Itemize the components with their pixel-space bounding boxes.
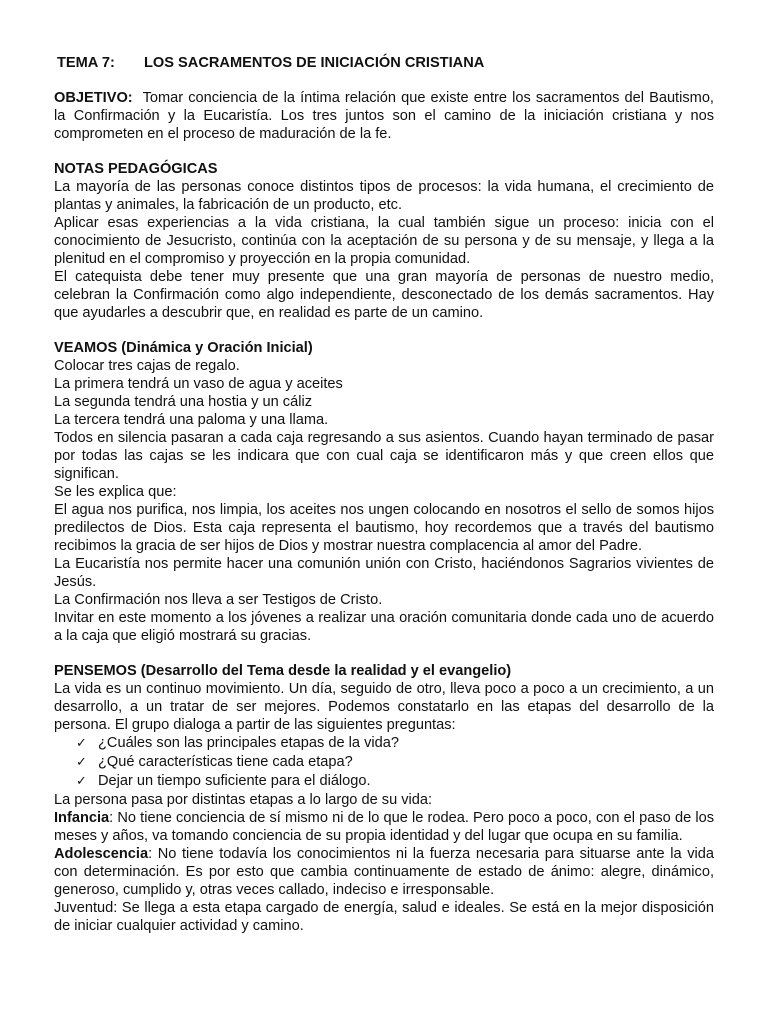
checklist-item-text: ¿Cuáles son las principales etapas de la vida? — [98, 735, 399, 751]
check-icon: ✓ — [76, 774, 87, 789]
veamos-line: Invitar en este momento a los jóvenes a realizar una oración comunitaria donde cada uno de acuerdo a la caja que eligió mostrará su gracias. — [54, 610, 714, 644]
notas-paragraph: El catequista debe tener muy presente que una gran mayoría de personas de nuestro medio, celebran la Confirmación como algo independiente, desconectado de los demás sacramentos. Hay que ayudarles a descubrir que, en realidad es parte de un camino. — [54, 269, 714, 321]
checklist-item-text: Dejar un tiempo suficiente para el diálogo. — [98, 773, 371, 789]
objetivo-text: Tomar conciencia de la íntima relación que existe entre los sacramentos del Bautismo, la Confirmación y la Eucaristía. Los tres juntos son el camino de la iniciación cristiana y nos comprometen en el proceso de maduración de la fe. — [54, 90, 714, 142]
veamos-line: El agua nos purifica, nos limpia, los aceites nos ungen colocando en nosotros el sello de somos hijos predilectos de Dios. Esta caja representa el bautismo, hoy recordemos que a través del bautismo recibimos la gracia de ser hijos de Dios y mostrar nuestra complacencia al amor del Padre. — [54, 502, 714, 554]
juventud-paragraph: Juventud: Se llega a esta etapa cargado de energía, salud e ideales. Se está en la mejor disposición de iniciar cualquier actividad y camino. — [54, 900, 714, 934]
tema-title: LOS SACRAMENTOS DE INICIACIÓN CRISTIANA — [144, 55, 485, 71]
objetivo-label: OBJETIVO: — [54, 90, 133, 106]
veamos-line: Todos en silencia pasaran a cada caja regresando a sus asientos. Cuando hayan terminado de pasar por todas las cajas se les indicara que con cual caja se identificaron más y que creen ellos que significan. — [54, 430, 714, 482]
infancia-label: Infancia — [54, 810, 110, 826]
notas-paragraph: La mayoría de las personas conoce distintos tipos de procesos: la vida humana, el crecimiento de plantas y animales, la fabricación de un producto, etc. — [54, 179, 714, 213]
objetivo-paragraph — [54, 89, 714, 143]
veamos-line: Se les explica que: — [54, 484, 177, 500]
notas-paragraph: Aplicar esas experiencias a la vida cristiana, la cual también sigue un proceso: inicia con el conocimiento de Jesucristo, continúa con la aceptación de su persona y de su mensaje, y llega a la plenitud en el compromiso y proyección en la propia comunidad. — [54, 215, 714, 267]
veamos-line: La Eucaristía nos permite hacer una comunión unión con Cristo, haciéndonos Sagrarios vivientes de Jesús. — [54, 556, 714, 590]
notas-heading: NOTAS PEDAGÓGICAS — [54, 161, 218, 177]
checklist-item-text: ¿Qué características tiene cada etapa? — [98, 754, 353, 770]
check-icon: ✓ — [76, 736, 87, 751]
adolescencia-paragraph — [54, 845, 714, 899]
tema-number: TEMA 7: — [57, 55, 115, 71]
veamos-line: La tercera tendrá una paloma y una llama. — [54, 412, 329, 428]
checklist-item — [76, 772, 714, 791]
adolescencia-text: : No tiene todavía los conocimientos ni la fuerza necesaria para situarse ante la vida con determinación. Es por esto que cambia continuamente de estado de ánimo: alegre, dinámico, generoso, cumplido y, otras veces callado, indeciso e irresponsable. — [54, 846, 714, 898]
question-checklist — [54, 734, 714, 791]
pensemos-heading: PENSEMOS (Desarrollo del Tema desde la realidad y el evangelio) — [54, 663, 512, 679]
veamos-heading: VEAMOS (Dinámica y Oración Inicial) — [54, 340, 313, 356]
veamos-line: Colocar tres cajas de regalo. — [54, 358, 240, 374]
pensemos-intro: La vida es un continuo movimiento. Un día, seguido de otro, lleva poco a poco a un crecimiento, a un desarrollo, a un tratar de ser mejores. Podemos constatarlo en las etapas del desarrollo de la persona. El grupo dialoga a partir de las siguientes preguntas: — [54, 681, 714, 733]
document-title — [57, 54, 714, 72]
veamos-line: La primera tendrá un vaso de agua y aceites — [54, 376, 343, 392]
checklist-item — [76, 734, 714, 753]
veamos-line: La Confirmación nos lleva a ser Testigos de Cristo. — [54, 592, 383, 608]
adolescencia-label: Adolescencia — [54, 846, 149, 862]
checklist-item — [76, 753, 714, 772]
infancia-text: : No tiene conciencia de sí mismo ni de lo que le rodea. Pero poco a poco, con el paso de los meses y años, va tomando conciencia de su propia identidad y del lugar que ocupa en su familia. — [54, 810, 714, 844]
pensemos-lead: La persona pasa por distintas etapas a lo largo de su vida: — [54, 792, 433, 808]
infancia-paragraph — [54, 809, 714, 845]
check-icon: ✓ — [76, 755, 87, 770]
veamos-line: La segunda tendrá una hostia y un cáliz — [54, 394, 313, 410]
